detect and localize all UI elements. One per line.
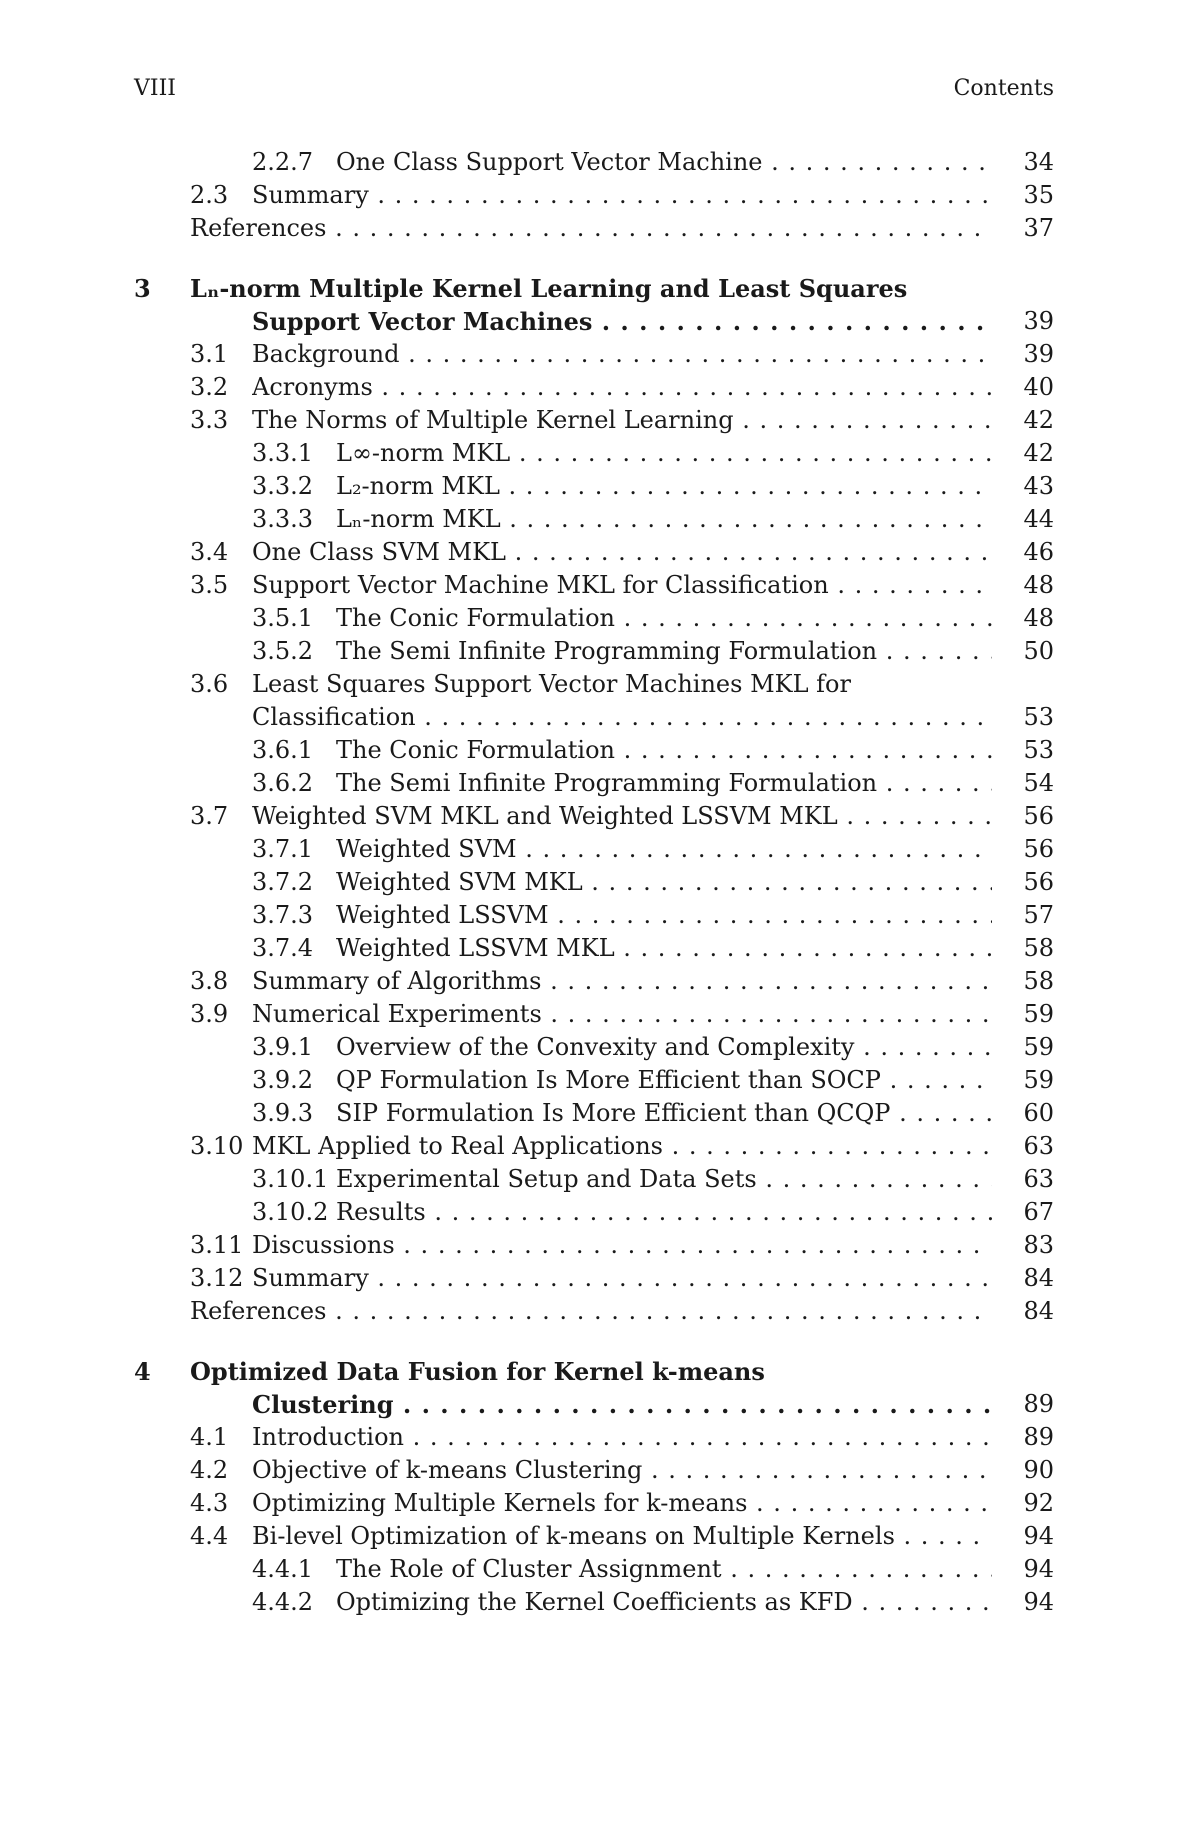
entry-page: 60 — [1023, 1099, 1054, 1127]
entry-page: 34 — [1023, 148, 1054, 176]
entry-page: 54 — [1023, 769, 1054, 797]
toc-entry[interactable] — [134, 1130, 1054, 1163]
entry-title: The Conic Formulation . . . — [336, 602, 992, 635]
entry-number: 4.4.1 — [252, 1555, 314, 1583]
entry-page: 63 — [1023, 1165, 1054, 1193]
entry-page: 43 — [1023, 472, 1054, 500]
entry-title: Least Squares Support Vector Machines MKL for — [252, 670, 851, 698]
toc-entry[interactable] — [134, 899, 1054, 932]
entry-number: 3.7.3 — [252, 901, 314, 929]
entry-number: 3.5.2 — [252, 637, 314, 665]
entry-page: 56 — [1023, 835, 1054, 863]
entry-page: 48 — [1023, 571, 1054, 599]
entry-page: 84 — [1023, 1264, 1054, 1292]
entry-title: The Role of Cluster Assignment . . . — [336, 1553, 992, 1586]
entry-title: Weighted SVM . . . — [336, 833, 992, 866]
entry-title: MKL Applied to Real Applications . . . — [252, 1130, 992, 1163]
entry-number: 3.10.2 — [252, 1198, 329, 1226]
entry-page: 39 — [1023, 340, 1054, 368]
entry-number: 3.7.4 — [252, 934, 314, 962]
entry-title: Experimental Setup and Data Sets . . . — [336, 1163, 992, 1196]
entry-page: 90 — [1023, 1456, 1054, 1484]
entry-number: 4.4 — [190, 1522, 229, 1550]
entry-title: SIP Formulation Is More Efficient than QCQP . . . — [336, 1097, 992, 1130]
toc-entry[interactable] — [134, 1454, 1054, 1487]
toc-entry[interactable] — [134, 404, 1054, 437]
entry-page: 50 — [1023, 637, 1054, 665]
toc-entry[interactable] — [134, 734, 1054, 767]
entry-number: 3.7.1 — [252, 835, 314, 863]
entry-title: The Norms of Multiple Kernel Learning . . . — [252, 404, 992, 437]
chapter-entry[interactable] — [134, 272, 1054, 305]
toc-entry[interactable] — [134, 437, 1054, 470]
chapter-entry[interactable] — [134, 1355, 1054, 1388]
toc-entry[interactable] — [134, 470, 1054, 503]
entry-page: 59 — [1023, 1000, 1054, 1028]
toc-entry[interactable] — [134, 701, 1054, 734]
entry-title: Weighted LSSVM . . . — [336, 899, 992, 932]
entry-number: 3.2 — [190, 373, 229, 401]
entry-number: 3 — [134, 274, 151, 303]
entry-title: Discussions . . . — [252, 1229, 992, 1262]
entry-title: L₂-norm MKL . . . — [336, 470, 992, 503]
entry-number: 3.4 — [190, 538, 229, 566]
toc-entry[interactable] — [134, 1262, 1054, 1295]
entry-title: Overview of the Convexity and Complexity . . . — [336, 1031, 992, 1064]
entry-title: QP Formulation Is More Efficient than SOCP . . . — [336, 1064, 992, 1097]
entry-page: 94 — [1023, 1588, 1054, 1616]
entry-number: 4.1 — [190, 1423, 229, 1451]
entry-page: 67 — [1023, 1198, 1054, 1226]
toc-entry[interactable] — [134, 338, 1054, 371]
section-gap — [134, 245, 1054, 272]
entry-number: 3.9 — [190, 1000, 229, 1028]
chapter-entry[interactable] — [134, 1388, 1054, 1421]
entry-number: 3.7 — [190, 802, 229, 830]
entry-number: 3.3.2 — [252, 472, 314, 500]
toc-entry[interactable] — [134, 1196, 1054, 1229]
entry-title: Lₙ-norm Multiple Kernel Learning and Least Squares — [190, 274, 908, 303]
entry-number: 3.10 — [190, 1132, 244, 1160]
entry-number: 3.11 — [190, 1231, 244, 1259]
entry-number: 2.3 — [190, 181, 229, 209]
entry-number: 3.6.1 — [252, 736, 314, 764]
entry-title: One Class SVM MKL . . . — [252, 536, 992, 569]
entry-page: 94 — [1023, 1522, 1054, 1550]
entry-title: References . . . — [190, 1295, 992, 1328]
entry-page: 53 — [1023, 703, 1054, 731]
toc-entry[interactable] — [134, 602, 1054, 635]
entry-page: 56 — [1023, 868, 1054, 896]
entry-page: 53 — [1023, 736, 1054, 764]
toc-entry[interactable] — [134, 212, 1054, 245]
entry-number: 3.3.3 — [252, 505, 314, 533]
toc-entry[interactable] — [134, 1097, 1054, 1130]
toc-entry[interactable] — [134, 800, 1054, 833]
entry-title: Weighted SVM MKL . . . — [336, 866, 992, 899]
entry-page: 35 — [1023, 181, 1054, 209]
entry-page: 57 — [1023, 901, 1054, 929]
entry-page: 94 — [1023, 1555, 1054, 1583]
toc-entry[interactable] — [134, 965, 1054, 998]
entry-page: 37 — [1023, 214, 1054, 242]
entry-title: One Class Support Vector Machine . . . — [336, 146, 992, 179]
toc-entry[interactable] — [134, 932, 1054, 965]
table-of-contents — [134, 146, 1054, 1619]
entry-number: 3.3.1 — [252, 439, 314, 467]
entry-page: 83 — [1023, 1231, 1054, 1259]
entry-title: Optimizing Multiple Kernels for k-means . . . — [252, 1487, 992, 1520]
section-gap — [134, 1328, 1054, 1355]
entry-page: 40 — [1023, 373, 1054, 401]
entry-page: 63 — [1023, 1132, 1054, 1160]
entry-number: 3.7.2 — [252, 868, 314, 896]
toc-entry[interactable] — [134, 998, 1054, 1031]
toc-entry[interactable] — [134, 569, 1054, 602]
entry-title: Support Vector Machine MKL for Classification . . . — [252, 569, 992, 602]
entry-number: 3.9.3 — [252, 1099, 314, 1127]
entry-number: 3.9.1 — [252, 1033, 314, 1061]
toc-entry[interactable] — [134, 1295, 1054, 1328]
toc-entry[interactable] — [134, 503, 1054, 536]
entry-title: Acronyms . . . — [252, 371, 992, 404]
entry-title: Support Vector Machines . . . — [252, 305, 992, 338]
entry-number: 4 — [134, 1357, 151, 1386]
toc-entry[interactable] — [134, 1229, 1054, 1262]
toc-entry[interactable] — [134, 833, 1054, 866]
entry-title: Summary of Algorithms . . . — [252, 965, 992, 998]
running-title: Contents — [953, 76, 1054, 101]
entry-title: L∞-norm MKL . . . — [336, 437, 992, 470]
toc-entry[interactable] — [134, 1487, 1054, 1520]
toc-entry[interactable] — [134, 767, 1054, 800]
entry-page: 89 — [1023, 1390, 1054, 1418]
entry-page: 44 — [1023, 505, 1054, 533]
entry-page: 59 — [1023, 1066, 1054, 1094]
entry-page: 56 — [1023, 802, 1054, 830]
entry-page: 58 — [1023, 934, 1054, 962]
entry-number: 2.2.7 — [252, 148, 314, 176]
entry-title: Optimized Data Fusion for Kernel k-means — [190, 1357, 765, 1386]
toc-entry[interactable] — [134, 1031, 1054, 1064]
entry-number: 3.9.2 — [252, 1066, 314, 1094]
entry-title: Background . . . — [252, 338, 992, 371]
entry-title: Weighted SVM MKL and Weighted LSSVM MKL . . . — [252, 800, 992, 833]
toc-entry[interactable] — [134, 635, 1054, 668]
entry-title: Summary . . . — [252, 1262, 992, 1295]
entry-title: Bi-level Optimization of k-means on Multiple Kernels . . . — [252, 1520, 992, 1553]
entry-number: 3.3 — [190, 406, 229, 434]
entry-page: 58 — [1023, 967, 1054, 995]
page-number-roman: VIII — [134, 76, 176, 101]
entry-title: Lₙ-norm MKL . . . — [336, 503, 992, 536]
chapter-entry[interactable] — [134, 305, 1054, 338]
toc-entry[interactable] — [134, 146, 1054, 179]
entry-page: 42 — [1023, 439, 1054, 467]
entry-title: Optimizing the Kernel Coefficients as KFD . . . — [336, 1586, 992, 1619]
entry-title: Weighted LSSVM MKL . . . — [336, 932, 992, 965]
entry-number: 4.3 — [190, 1489, 229, 1517]
entry-number: 3.6 — [190, 670, 229, 698]
toc-entry[interactable] — [134, 536, 1054, 569]
toc-entry[interactable] — [134, 1421, 1054, 1454]
toc-entry[interactable] — [134, 1064, 1054, 1097]
toc-entry[interactable] — [134, 866, 1054, 899]
entry-title: Introduction . . . — [252, 1421, 992, 1454]
toc-entry[interactable] — [134, 668, 1054, 701]
entry-title: Results . . . — [336, 1196, 992, 1229]
entry-title: Clustering . . . — [252, 1388, 992, 1421]
toc-entry[interactable] — [134, 1163, 1054, 1196]
entry-number: 3.8 — [190, 967, 229, 995]
entry-title: The Conic Formulation . . . — [336, 734, 992, 767]
entry-number: 3.5.1 — [252, 604, 314, 632]
entry-title: Classification . . . — [252, 701, 992, 734]
entry-page: 39 — [1023, 307, 1054, 335]
entry-page: 46 — [1023, 538, 1054, 566]
entry-page: 89 — [1023, 1423, 1054, 1451]
entry-number: 3.5 — [190, 571, 229, 599]
entry-title: Objective of k-means Clustering . . . — [252, 1454, 992, 1487]
toc-entry[interactable] — [134, 371, 1054, 404]
entry-number: 3.12 — [190, 1264, 244, 1292]
entry-number: 3.6.2 — [252, 769, 314, 797]
entry-title: References . . . — [190, 212, 992, 245]
entry-page: 59 — [1023, 1033, 1054, 1061]
entry-page: 48 — [1023, 604, 1054, 632]
entry-title: Numerical Experiments . . . — [252, 998, 992, 1031]
entry-number: 3.1 — [190, 340, 229, 368]
entry-number: 4.2 — [190, 1456, 229, 1484]
entry-title: Summary . . . — [252, 179, 992, 212]
toc-entry[interactable] — [134, 1553, 1054, 1586]
entry-number: 4.4.2 — [252, 1588, 314, 1616]
toc-entry[interactable] — [134, 179, 1054, 212]
entry-page: 84 — [1023, 1297, 1054, 1325]
entry-number: 3.10.1 — [252, 1165, 329, 1193]
entry-page: 92 — [1023, 1489, 1054, 1517]
entry-title: The Semi Infinite Programming Formulation . . . — [336, 635, 992, 668]
entry-page: 42 — [1023, 406, 1054, 434]
toc-entry[interactable] — [134, 1586, 1054, 1619]
page-header — [134, 72, 1054, 106]
toc-entry[interactable] — [134, 1520, 1054, 1553]
entry-title: The Semi Infinite Programming Formulation . . . — [336, 767, 992, 800]
